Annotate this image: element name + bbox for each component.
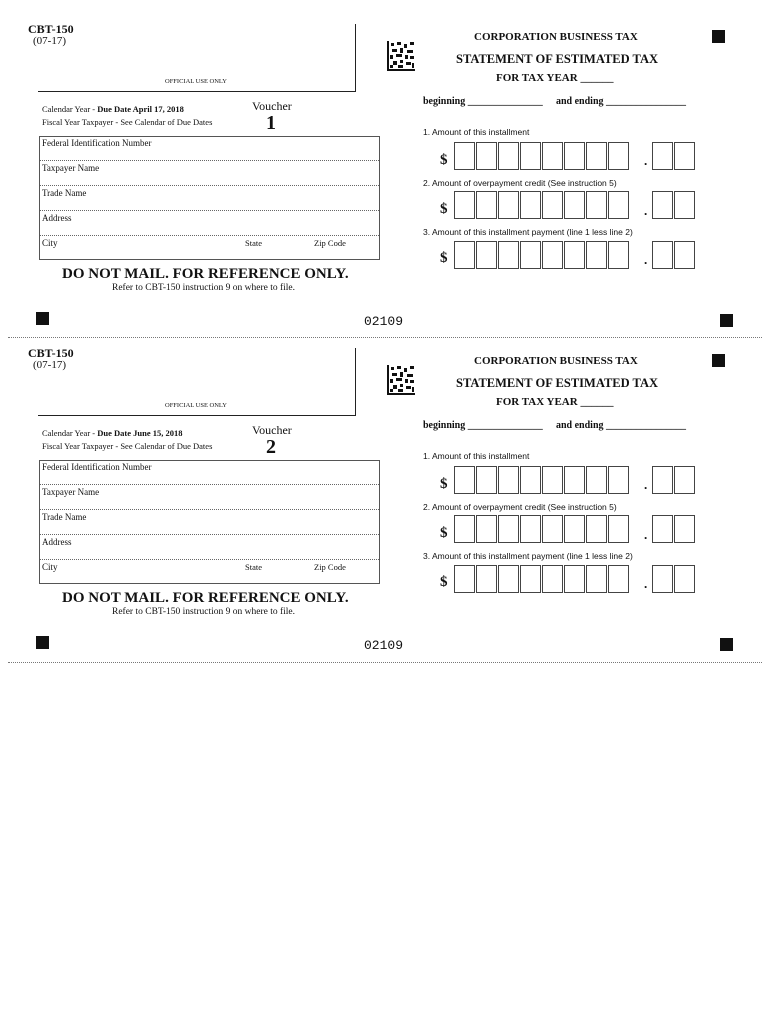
line-2-decimal: .: [644, 203, 648, 218]
registration-mark-left: [36, 636, 49, 649]
beginning-date-field[interactable]: beginning _______________: [423, 420, 543, 431]
refer-instruction: Refer to CBT-150 instruction 9 on where to file.: [112, 283, 296, 293]
heading-corporation-business-tax: CORPORATION BUSINESS TAX: [474, 355, 638, 367]
due-date: Due Date June 15, 2018: [97, 428, 183, 438]
official-box-right-edge: [355, 348, 356, 416]
line-3-decimal: .: [644, 252, 648, 267]
line-3-label: 3. Amount of this installment payment (line 1 less line 2): [423, 227, 633, 237]
taxpayer-name-label: Taxpayer Name: [42, 163, 100, 173]
official-box-bottom-edge: [38, 91, 356, 92]
line-3-amount-boxes[interactable]: [454, 241, 630, 269]
heading-corporation-business-tax: CORPORATION BUSINESS TAX: [474, 31, 638, 43]
line-3-decimal: .: [644, 576, 648, 591]
line-3-amount-boxes[interactable]: [454, 565, 630, 593]
line-1-label: 1. Amount of this installment: [423, 451, 530, 461]
trade-name-field[interactable]: [40, 210, 379, 211]
line-1-dollar: $: [440, 152, 448, 168]
official-box-right-edge: [355, 24, 356, 92]
official-box-bottom-edge: [38, 415, 356, 416]
cut-line-2: [8, 662, 762, 663]
taxpayer-name-label: Taxpayer Name: [42, 487, 100, 497]
taxpayer-name-field[interactable]: [40, 509, 379, 510]
tax-year-field[interactable]: FOR TAX YEAR ______: [496, 72, 614, 84]
state-label: State: [245, 238, 262, 248]
fein-label: Federal Identification Number: [42, 138, 152, 148]
form-code: 02109: [364, 314, 404, 329]
line-1-amount-boxes[interactable]: [454, 142, 630, 170]
fiscal-note: Fiscal Year Taxpayer - See Calendar of Due Dates: [42, 117, 213, 127]
due-date-line: [42, 428, 182, 438]
official-use-label: OFFICIAL USE ONLY: [165, 78, 227, 85]
state-label: State: [245, 562, 262, 572]
line-1-dollar: $: [440, 476, 448, 492]
taxpayer-info-box: [39, 136, 380, 260]
form-revision: (07-17): [33, 35, 66, 47]
address-field[interactable]: [40, 559, 379, 560]
datamatrix-barcode-icon: [387, 41, 415, 71]
registration-mark-bottom-right: [720, 638, 733, 651]
line-3-label: 3. Amount of this installment payment (line 1 less line 2): [423, 551, 633, 561]
fein-field[interactable]: [40, 160, 379, 161]
fiscal-note: Fiscal Year Taxpayer - See Calendar of Due Dates: [42, 441, 213, 451]
heading-statement-estimated-tax: STATEMENT OF ESTIMATED TAX: [456, 376, 659, 390]
taxpayer-name-field[interactable]: [40, 185, 379, 186]
tax-year-field[interactable]: FOR TAX YEAR ______: [496, 396, 614, 408]
line-2-amount-boxes[interactable]: [454, 191, 630, 219]
line-2-label: 2. Amount of overpayment credit (See instruction 5): [423, 502, 617, 512]
line-1-amount-boxes[interactable]: [454, 466, 630, 494]
fein-field[interactable]: [40, 484, 379, 485]
line-1-cents-boxes[interactable]: [652, 142, 696, 170]
city-label: City: [42, 238, 58, 248]
address-label: Address: [42, 537, 72, 547]
fein-label: Federal Identification Number: [42, 462, 152, 472]
line-1-decimal: .: [644, 153, 648, 168]
line-3-dollar: $: [440, 574, 448, 590]
voucher-label: Voucher: [252, 99, 292, 113]
line-3-dollar: $: [440, 250, 448, 266]
form-revision: (07-17): [33, 359, 66, 371]
zip-code-label: Zip Code: [314, 238, 346, 248]
trade-name-label: Trade Name: [42, 512, 87, 522]
heading-statement-estimated-tax: STATEMENT OF ESTIMATED TAX: [456, 52, 659, 66]
line-2-amount-boxes[interactable]: [454, 515, 630, 543]
line-2-cents-boxes[interactable]: [652, 191, 696, 219]
voucher-label: Voucher: [252, 423, 292, 437]
due-prefix: Calendar Year -: [42, 428, 98, 438]
line-2-decimal: .: [644, 527, 648, 542]
address-label: Address: [42, 213, 72, 223]
datamatrix-barcode-icon: [387, 365, 415, 395]
ending-date-field[interactable]: and ending ________________: [556, 96, 687, 107]
line-3-cents-boxes[interactable]: [652, 241, 696, 269]
line-1-decimal: .: [644, 477, 648, 492]
city-label: City: [42, 562, 58, 572]
voucher: [0, 0, 770, 330]
form-id: CBT-150: [28, 22, 74, 36]
line-1-label: 1. Amount of this installment: [423, 127, 530, 137]
refer-instruction: Refer to CBT-150 instruction 9 on where to file.: [112, 607, 296, 617]
form-code: 02109: [364, 638, 404, 653]
beginning-date-field[interactable]: beginning _______________: [423, 96, 543, 107]
due-date: Due Date April 17, 2018: [97, 104, 184, 114]
do-not-mail-warning: DO NOT MAIL. FOR REFERENCE ONLY.: [62, 266, 349, 282]
trade-name-label: Trade Name: [42, 188, 87, 198]
registration-mark-top-right: [712, 30, 725, 43]
form-id: CBT-150: [28, 346, 74, 360]
due-prefix: Calendar Year -: [42, 104, 98, 114]
trade-name-field[interactable]: [40, 534, 379, 535]
line-2-dollar: $: [440, 525, 448, 541]
zip-code-label: Zip Code: [314, 562, 346, 572]
voucher-number: 1: [266, 112, 276, 134]
due-date-line: [42, 104, 184, 114]
address-field[interactable]: [40, 235, 379, 236]
official-use-label: OFFICIAL USE ONLY: [165, 402, 227, 409]
do-not-mail-warning: DO NOT MAIL. FOR REFERENCE ONLY.: [62, 590, 349, 606]
line-2-cents-boxes[interactable]: [652, 515, 696, 543]
registration-mark-top-right: [712, 354, 725, 367]
ending-date-field[interactable]: and ending ________________: [556, 420, 687, 431]
voucher: [0, 324, 770, 654]
voucher-number: 2: [266, 436, 276, 458]
line-1-cents-boxes[interactable]: [652, 466, 696, 494]
line-2-dollar: $: [440, 201, 448, 217]
taxpayer-info-box: [39, 460, 380, 584]
line-3-cents-boxes[interactable]: [652, 565, 696, 593]
line-2-label: 2. Amount of overpayment credit (See instruction 5): [423, 178, 617, 188]
